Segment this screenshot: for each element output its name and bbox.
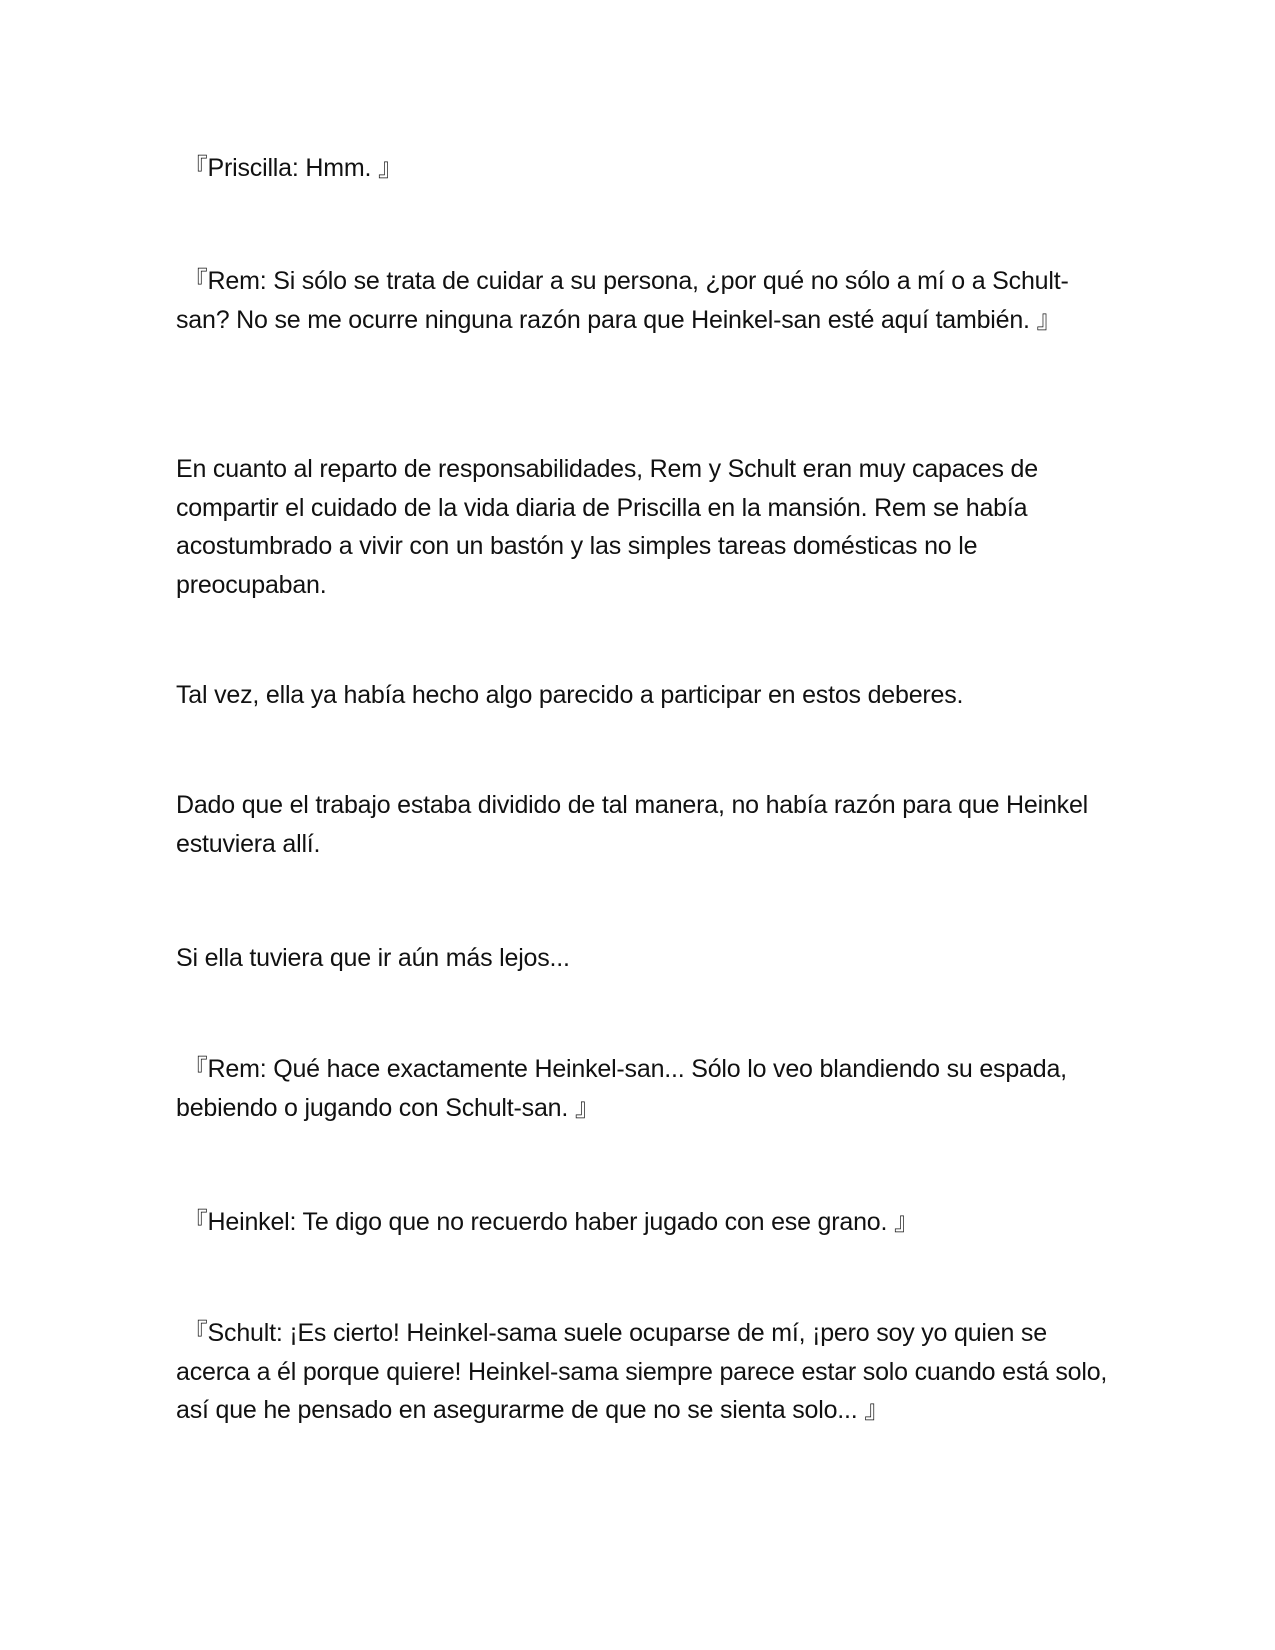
dialogue-schult: 『Schult: ¡Es cierto! Heinkel-sama suele ocuparse de mí, ¡pero soy yo quien se acerca a él porque quiere! Heinkel-sama siempre parece estar solo cuando está solo, así que he pensado en asegurarme de que no se sienta solo... 』	[176, 1319, 1108, 1424]
dialogue-rem-2: 『Rem: Qué hace exactamente Heinkel-san... Sólo lo veo blandiendo su espada, bebiendo o jugando con Schult-san. 』	[176, 1055, 1067, 1122]
narration-work-divided: Dado que el trabajo estaba dividido de tal manera, no había razón para que Heinkel estuviera allí.	[176, 791, 1089, 858]
narration-perhaps: Tal vez, ella ya había hecho algo parecido a participar en estos deberes.	[176, 681, 964, 709]
narration-responsibilities: En cuanto al reparto de responsabilidades, Rem y Schult eran muy capaces de compartir el cuidado de la vida diaria de Priscilla en la mansión. Rem se había acostumbrado a vivir con un bastón y las simples tareas domésticas no le preocupaban.	[176, 455, 1038, 599]
dialogue-heinkel: 『Heinkel: Te digo que no recuerdo haber jugado con ese grano. 』	[176, 1208, 919, 1236]
dialogue-priscilla: 『Priscilla: Hmm. 』	[176, 154, 403, 182]
dialogue-rem-1: 『Rem: Si sólo se trata de cuidar a su persona, ¿por qué no sólo a mí o a Schult-san? No se me ocurre ninguna razón para que Heinkel-san esté aquí también. 』	[176, 267, 1069, 334]
narration-further: Si ella tuviera que ir aún más lejos...	[176, 944, 570, 972]
